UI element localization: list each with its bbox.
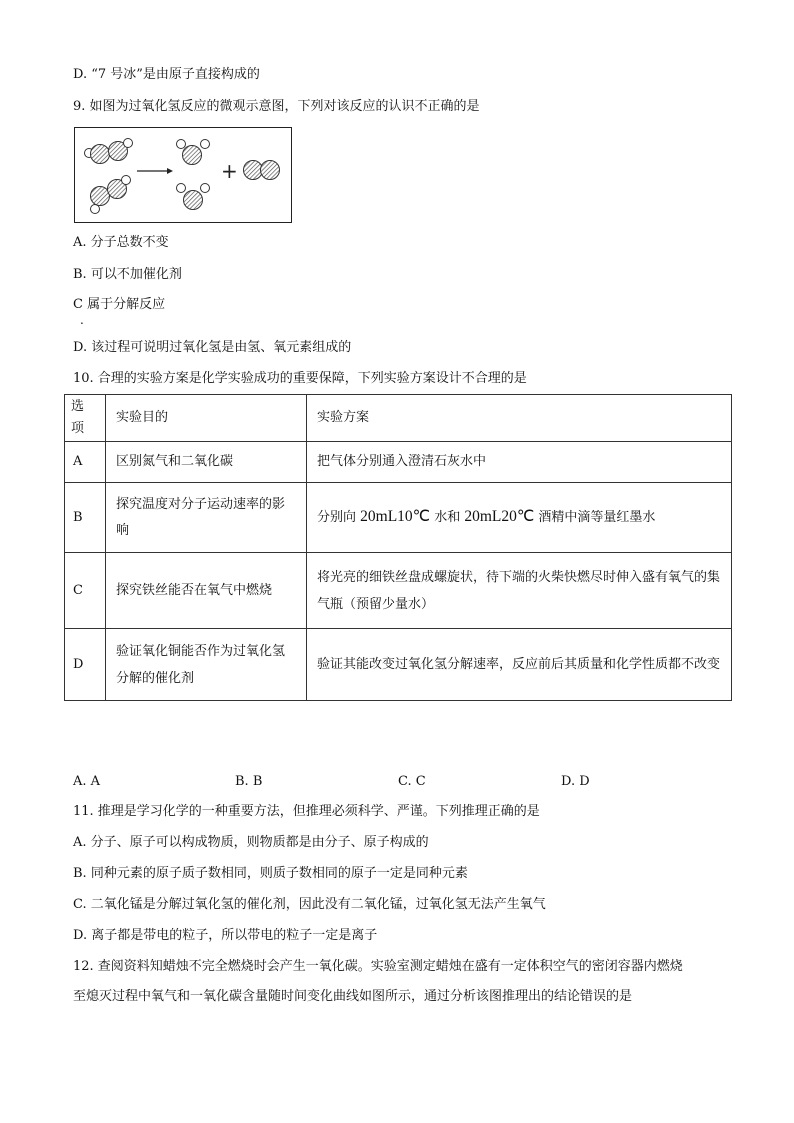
q9-option-b: B. 可以不加催化剂 — [73, 267, 182, 282]
q9-option-c: C 属于分解反应 — [73, 297, 166, 312]
plan-volume-1: 20mL10℃ — [360, 508, 431, 525]
q9-stem: 9. 如图为过氧化氢反应的微观示意图，下列对该反应的认识不正确的是 — [73, 99, 480, 114]
h2o2-molecule-2 — [91, 176, 131, 214]
row-purpose: 验证氧化铜能否作为过氧化氢分解的催化剂 — [106, 629, 307, 701]
row-plan — [307, 483, 732, 553]
plan-suffix: 酒精中滴等量红墨水 — [534, 510, 656, 525]
q9-option-d: D. 该过程可说明过氧化氢是由氢、氧元素组成的 — [73, 340, 352, 355]
q11-option-d: D. 离子都是带电的粒子，所以带电的粒子一定是离子 — [73, 928, 378, 943]
reaction-arrow — [137, 168, 173, 174]
q10-table — [64, 394, 732, 701]
q10-answer-c: C. C — [398, 774, 426, 789]
q10-stem: 10. 合理的实验方案是化学实验成功的重要保障，下列实验方案设计不合理的是 — [73, 371, 527, 386]
q12-stem-line-1: 12. 查阅资料知蜡烛不完全燃烧时会产生一氧化碳。实验室测定蜡烛在盛有一定体积空气的密闭容器内燃烧 — [73, 959, 683, 974]
plan-mid: 水和 — [430, 510, 465, 525]
q10-answer-d: D. D — [561, 774, 590, 789]
header-option: 选项 — [65, 395, 106, 442]
row-purpose: 探究温度对分子运动速率的影响 — [106, 483, 307, 553]
reaction-diagram — [74, 127, 292, 223]
o2-molecule — [244, 161, 280, 180]
row-option: A — [65, 442, 106, 483]
q8-option-d: D. “7 号冰”是由原子直接构成的 — [73, 67, 260, 82]
q9-option-c-dot: . — [80, 313, 84, 327]
row-plan: 验证其能改变过氧化氢分解速率，反应前后其质量和化学性质都不改变 — [307, 629, 732, 701]
header-plan: 实验方案 — [307, 395, 732, 442]
table-row — [65, 483, 732, 553]
h2o-molecule-1 — [177, 140, 210, 165]
q9-option-a: A. 分子总数不变 — [73, 235, 169, 250]
reaction-diagram-svg — [75, 128, 293, 224]
table-row — [65, 553, 732, 629]
row-plan: 把气体分别通入澄清石灰水中 — [307, 442, 732, 483]
plan-prefix: 分别向 — [317, 510, 361, 525]
q10-answer-b: B. B — [235, 774, 263, 789]
plan-volume-2: 20mL20℃ — [464, 508, 535, 525]
plus-sign: + — [221, 159, 238, 183]
h2o2-molecule-1 — [85, 139, 133, 164]
q11-option-b: B. 同种元素的原子质子数相同，则质子数相同的原子一定是同种元素 — [73, 866, 468, 881]
table-row — [65, 629, 732, 701]
table-row — [65, 442, 732, 483]
row-option: D — [65, 629, 106, 701]
row-purpose: 探究铁丝能否在氧气中燃烧 — [106, 553, 307, 629]
table-header-row — [65, 395, 732, 442]
row-option: B — [65, 483, 106, 553]
q11-stem: 11. 推理是学习化学的一种重要方法，但推理必须科学、严谨。下列推理正确的是 — [73, 804, 540, 819]
row-option: C — [65, 553, 106, 629]
row-purpose: 区别氮气和二氧化碳 — [106, 442, 307, 483]
q11-option-c: C. 二氧化锰是分解过氧化氢的催化剂，因此没有二氧化锰，过氧化氢无法产生氧气 — [73, 897, 546, 912]
q12-stem-line-2: 至熄灭过程中氧气和一氧化碳含量随时间变化曲线如图所示，通过分析该图推理出的结论错误的是 — [73, 989, 633, 1004]
q10-answer-a: A. A — [73, 774, 101, 789]
q11-option-a: A. 分子、原子可以构成物质，则物质都是由分子、原子构成的 — [73, 835, 429, 850]
h2o-molecule-2 — [177, 184, 210, 210]
header-purpose: 实验目的 — [106, 395, 307, 442]
row-plan: 将光亮的细铁丝盘成螺旋状，待下端的火柴快燃尽时伸入盛有氧气的集气瓶（预留少量水） — [307, 553, 732, 629]
